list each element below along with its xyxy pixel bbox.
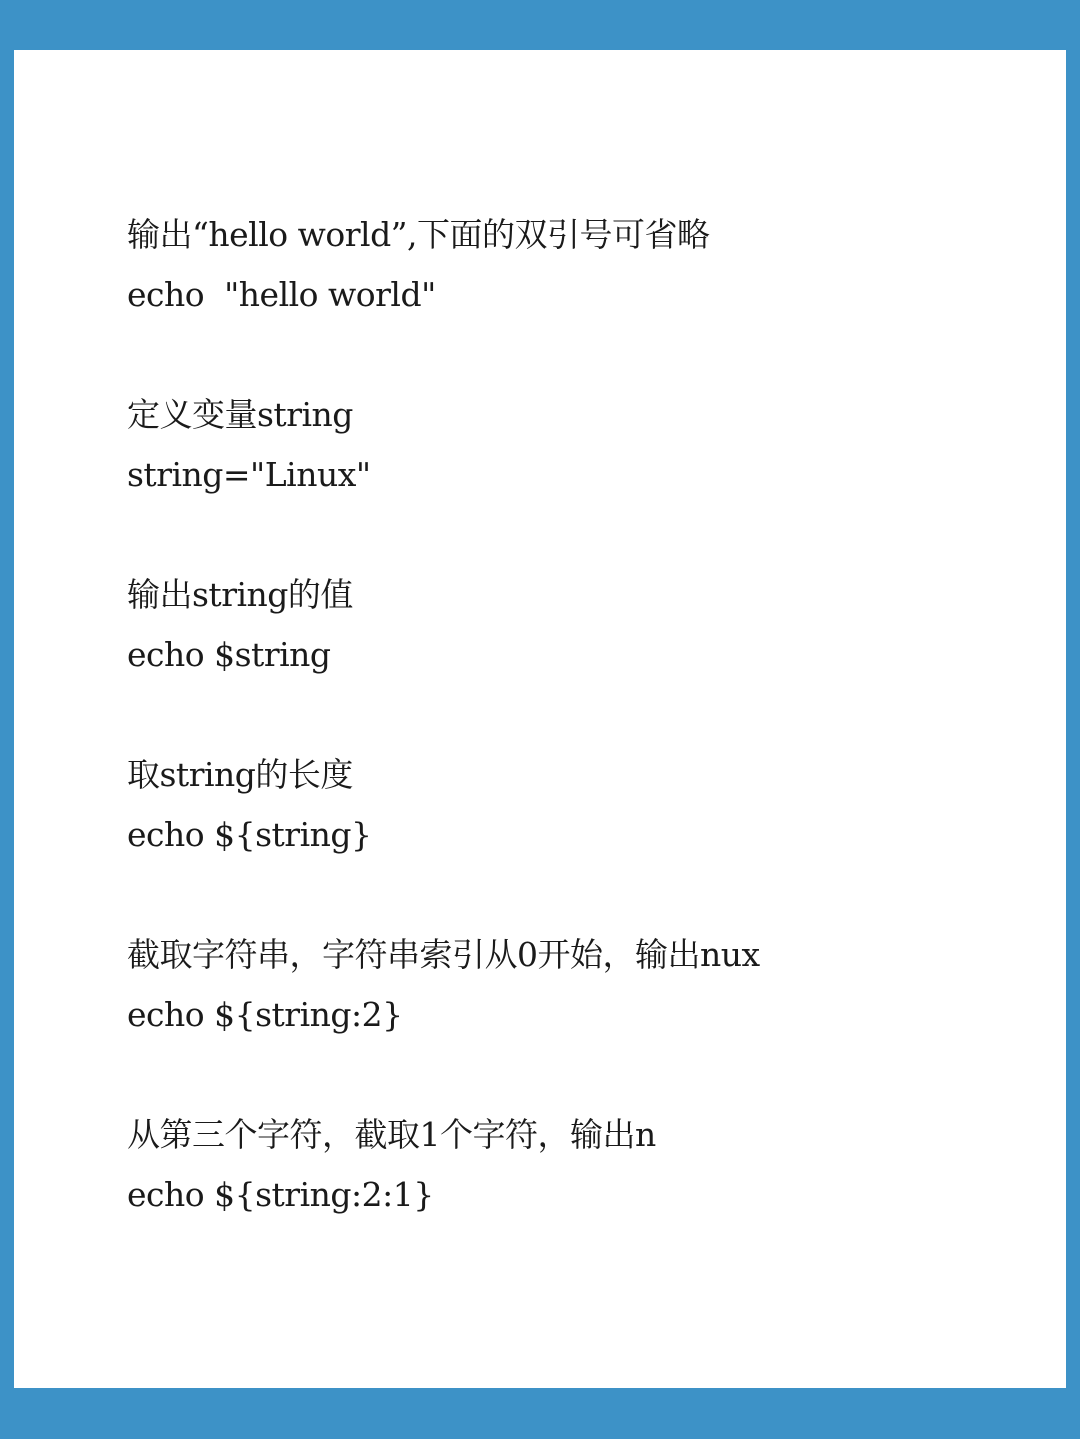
- code-line: echo ${string:2}: [127, 995, 403, 1034]
- section-define-variable: [127, 385, 1027, 505]
- section-heading: 截取字符串，字符串索引从0开始，输出nux: [127, 935, 760, 974]
- section-string-length: [127, 745, 1027, 865]
- section-heading: 输出string的值: [127, 575, 353, 614]
- section-echo-variable: [127, 565, 1027, 685]
- section-substring-length: [127, 1105, 1027, 1225]
- code-line: echo ${string}: [127, 815, 372, 854]
- code-line: echo "hello world": [127, 275, 436, 314]
- code-line: echo $string: [127, 635, 331, 674]
- section-heading: 从第三个字符，截取1个字符，输出n: [127, 1115, 656, 1154]
- document-page: [14, 50, 1066, 1388]
- section-heading: 输出“hello world”,下面的双引号可省略: [127, 215, 710, 254]
- code-line: string="Linux": [127, 455, 371, 494]
- content: [127, 205, 1027, 1285]
- section-heading: 定义变量string: [127, 395, 353, 434]
- section-heading: 取string的长度: [127, 755, 353, 794]
- section-substring: [127, 925, 1027, 1045]
- section-echo-hello: [127, 205, 1027, 325]
- code-line: echo ${string:2:1}: [127, 1175, 434, 1214]
